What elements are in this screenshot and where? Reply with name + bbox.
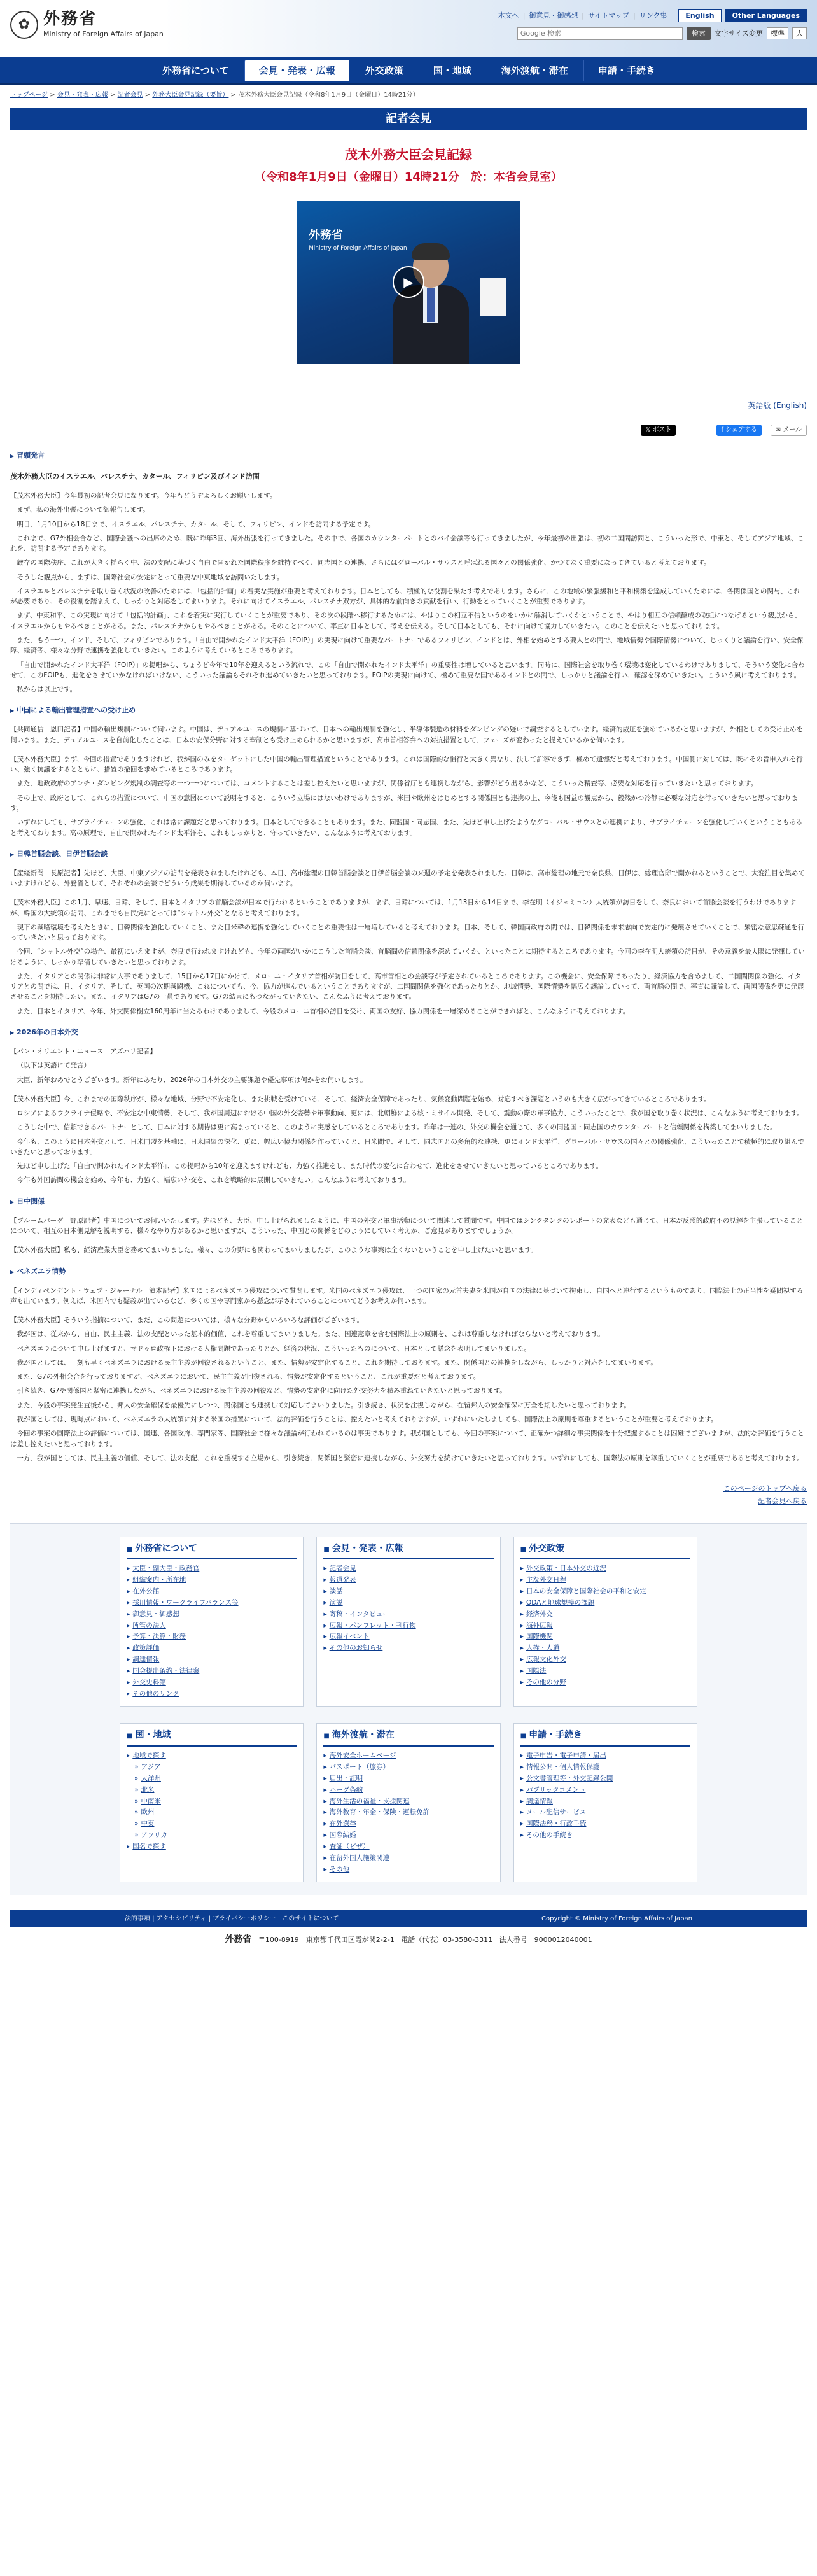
play-icon[interactable]: ▶ [393, 266, 424, 298]
transcript-paragraph: 現下の戦略環境を考えたときに、日韓関係を強化していくこと、また日米韓の連携を強化していくことの重要性は一層増していると考えております。日本、そして、韓国両政府の間では、日韓関係を未来志向で安定的に発展させていくことで、緊密な意思疎通を行っていきたいと思っております。 [10, 923, 805, 942]
sitemap-item [323, 1643, 493, 1654]
footer-link-about-site[interactable]: このサイトについて [282, 1915, 339, 1922]
transcript-paragraph: また、地政政府のアンチ・ダンピング規制の調査等の一つ一つについては、コメントすることは差し控えたいと思いますが、関係省庁とも連携しながら、影響がどう出るかなど、こういった精査等、必要な対応を行っていきたいと思っております。 [17, 780, 758, 788]
transcript-paragraph: こうした中で、信頼できるパートナーとして、日本に対する期待は更に高まっていると、このように実感をしているところであります。昨年は一連の、外交の機会を通じて、多くの同盟国・同志国のカウンターパートと信頼関係を構築してまいりました。 [17, 1123, 777, 1132]
x-icon: 𝕏 [645, 426, 651, 434]
sitemap-item [520, 1807, 690, 1819]
sitemap-link[interactable]: 広報文化外交 [526, 1656, 566, 1664]
sitemap-heading[interactable]: ■ 申請・手続き [520, 1729, 690, 1747]
sitemap-item [127, 1643, 297, 1654]
nav-policy[interactable]: 外交政策 [351, 60, 417, 81]
sitemap-link[interactable]: その他の分野 [526, 1678, 566, 1686]
sitemap-item [127, 1689, 297, 1700]
sitemap-link[interactable]: 国際法 [526, 1666, 547, 1675]
footer-sitemap [10, 1523, 807, 1896]
transcript-paragraph: 【産経新聞 長原記者】先ほど、大臣、中東アジアの訪問を発表されましたけれども、本日、高市総理の日韓首脳会談と日伊首脳会談の来週の予定を発表されました。日韓は、高市総理の地元で奈良県、日伊は、総理官邸で開かれるということで、大変注目を集めていますけれども、外務省として、それぞれの会談でどういう成果を期待しているのか伺います。 [10, 869, 805, 888]
sitemap-column [120, 1723, 304, 1882]
sitemap-item [127, 1819, 297, 1830]
sitemap-link[interactable]: 中南米 [141, 1797, 161, 1805]
sitemap-link[interactable]: 電子申告・電子申請・届出 [526, 1752, 606, 1760]
sitemap-heading[interactable]: ■ 外交政策 [520, 1542, 690, 1560]
sitemap-link[interactable]: パスポート（旅券） [329, 1763, 390, 1771]
transcript-paragraph: 【茂木外務大臣】私も、経済産業大臣を務めてまいりました。様々、この分野にも関わってまいりましたが、このような事案は全くないということを申し上げたいと思います。 [10, 1246, 538, 1255]
sitemap-item [323, 1586, 493, 1598]
separator: | [522, 11, 526, 20]
sitemap-link[interactable]: その他のお知らせ [329, 1644, 383, 1652]
transcript-paragraph: まず、中東和平、この実現に向けて「包括的計画」、これを着実に実行していくことが重要であり、その次の段階へ移行するためには、やはりこの相互不信というのをいかに解消していくかということで、やはり相互の信頼醸成の取組につなげるという観点から、イスラエルからもやるべきことがある。また、パレスチナからもやるべきことがある。そのことについて、率直に日本として、考えを伝える。そして日本としても、それに向けて協力していきたい。このことを伝えたいと思っております。 [10, 612, 801, 630]
footer-corp-number: 法人番号 9000012040001 [499, 1936, 592, 1945]
breadcrumb-minister-records[interactable]: 外務大臣会見記録（要旨） [152, 92, 229, 99]
mail-share-button[interactable] [771, 425, 807, 436]
sitemap-heading[interactable]: ■ 会見・発表・広報 [323, 1542, 493, 1560]
sitemap-item [323, 1853, 493, 1864]
sitemap-item [127, 1598, 297, 1609]
sitemap-link[interactable]: その他の手続き [526, 1831, 573, 1840]
sitemap-item [323, 1864, 493, 1876]
section-heading: ▶ 2026年の日本外交 [10, 1027, 807, 1038]
transcript-paragraph: 私からは以上です。 [17, 686, 77, 694]
sitemap-list [520, 1563, 690, 1688]
font-size-normal-button[interactable]: 標準 [767, 27, 788, 39]
sitemap-link[interactable]: 海外広報 [526, 1621, 553, 1629]
transcript-paragraph: ベネズエラについて申し上げますと、マドゥロ政権下における人権問題であったりとか、経済の状況、こういったものについて、日本として懸念を表明してまいりました。 [17, 1344, 531, 1353]
transcript-paragraph: 【茂木外務大臣】この1月、早速、日韓、そして、日本とイタリアの首脳会談が日本で行われるということでありますが、まず、日韓については、1月13日から14日まで、李在明（イジェミョン）大統領が訪日をして、奈良において首脳会談を行うわけでありますが、韓国の大統領の訪問、これまでも自民党にとっては“シャトル外交”となると考えております。 [10, 899, 796, 917]
footer-address-text: 〒100-8919 東京都千代田区霞が関2-2-1 [258, 1936, 395, 1945]
sitemap-item [323, 1621, 493, 1632]
copyright: Copyright © Ministry of Foreign Affairs of Japan [541, 1915, 692, 1922]
footer-bar [10, 1910, 807, 1927]
sitemap-link[interactable]: パブリックコメント [526, 1785, 586, 1794]
footer-org: 外務省 [225, 1934, 252, 1945]
sitemap-item [520, 1563, 690, 1575]
sitemap-item [323, 1762, 493, 1773]
sitemap-link[interactable]: 採用情報・ワークライフバランス等 [132, 1598, 239, 1607]
sitemap-item [127, 1796, 297, 1808]
sitemap-link[interactable]: 調達情報 [526, 1797, 553, 1805]
section-heading: ▶ 中国による輸出管理措置への受け止め [10, 705, 807, 715]
transcript-paragraph: 我が国としては、現時点において、ベネズエラの大統領に対する米国の措置について、法的評価を行うことは、控えたいと考えておりますが、いずれにいたしましても、国際法上の原則を尊重するということが重要と考えております。 [17, 1415, 718, 1423]
footer-link-accessibility[interactable]: アクセシビリティ [156, 1915, 207, 1922]
sitemap-item [323, 1773, 493, 1785]
sitemap-item [520, 1750, 690, 1762]
sitemap-link[interactable]: ODAと地球規模の課題 [526, 1598, 595, 1607]
sitemap-link[interactable]: 日本の安全保障と国際社会の平和と安定 [526, 1587, 646, 1596]
sitemap-item [127, 1841, 297, 1853]
sitemap-item [127, 1586, 297, 1598]
transcript-paragraph: ロシアによるウクライナ侵略や、不安定な中東情勢、そして、我が国周辺における中国の外交姿勢や軍事動向、更には、北朝鮮による核・ミサイル開発、そして、震動の際の軍事協力、こういったことで、我が国を取り巻く状況は、こんなふうに考えております。 [17, 1109, 804, 1118]
transcript-paragraph: 【茂木外務大臣】今、これまでの国際秩序が、様々な地域、分野で不安定化し、また挑戦を受けている、そして、経済安全保障であったり、気候変動問題を始め、対応すべき課題というのも大きく広がってきているところであります。 [10, 1095, 711, 1103]
sitemap-link[interactable]: ハーグ条約 [329, 1785, 363, 1794]
sitemap-link[interactable]: 公文書管理等・外交記録公開 [526, 1774, 613, 1782]
search-button[interactable]: 検索 [687, 27, 711, 40]
sitemap-list [127, 1750, 297, 1853]
sitemap-link[interactable]: 人権・人道 [526, 1644, 560, 1652]
sitemap-item [127, 1762, 297, 1773]
transcript [10, 450, 807, 1463]
sitemap-item [520, 1819, 690, 1830]
transcript-paragraph: 【ブルームバーグ 野原記者】中国についてお伺いいたします。先ほども、大臣、申し上げられましたように、中国の外交と軍事活動について関連して質問です。中国ではシンクタンクのレポートの発表なども通じて、日本が反照的政府不の見解を主張していることについて、相互の日本側見解を説明する、様々なやり方があるかと思いますが、こういった、中国との関係をどのようにしていく考えか、ご意見がありますでしょうか。 [10, 1216, 803, 1235]
minister-image [393, 246, 469, 364]
transcript-paragraph: 【パン・オリエント・ニュース アズハリ記者】 [10, 1048, 157, 1056]
english-version-link-wrap [10, 400, 807, 412]
sitemap-link[interactable]: 演説 [329, 1598, 343, 1607]
nav-press[interactable]: 会見・発表・広報 [244, 60, 349, 81]
sitemap-link[interactable]: 国名で探す [132, 1842, 166, 1850]
sitemap-item [127, 1830, 297, 1841]
transcript-paragraph: 厳存の国際秩序、これが大きく揺らぐ中、法の支配に基づく自由で開かれた国際秩序を維持すべく、同志国との連携、さらにはグローバル・サウスと呼ばれる国々との関係強化、かつてなく重要になってきていると考えております。 [17, 559, 711, 567]
sitemap-link[interactable]: メール配信サービス [526, 1808, 587, 1817]
sitemap-link[interactable]: 大洋州 [141, 1774, 161, 1782]
separator: | [632, 11, 636, 20]
sitemap-link[interactable]: 国際結婚 [329, 1831, 356, 1840]
sitemap-item [127, 1750, 297, 1762]
util-link-skip[interactable]: 本文へ [498, 11, 519, 20]
transcript-paragraph: 我が国としては、一刻も早くベネズエラにおける民主主義が回復されるということ、また、情勢が安定化すること、これを期待しております。また、関係国との連携をしながら、しっかりと対応をしてまいります。 [17, 1358, 657, 1367]
title-block [0, 145, 817, 187]
sitemap-item [127, 1609, 297, 1621]
sitemap-link[interactable]: 調達情報 [132, 1656, 160, 1664]
util-link-feedback[interactable]: 御意見・御感想 [529, 11, 578, 20]
sitemap-link[interactable]: 国際法務・行政手続 [526, 1820, 587, 1828]
facebook-share-button[interactable] [716, 425, 761, 436]
sitemap-item [520, 1586, 690, 1598]
site-logo[interactable] [10, 10, 164, 39]
transcript-paragraph: 今年も外国訪問の機会を始め、今年も、力強く、幅広い外交を、これを戦略的に展開していきたい。こんなふうに考えております。 [17, 1176, 410, 1185]
transcript-paragraph: まず、私の海外出張について御報告します。 [17, 506, 150, 514]
sitemap-heading[interactable]: ■ 国・地域 [127, 1729, 297, 1747]
utility-links [498, 9, 807, 22]
sitemap-link[interactable]: 予算・決算・財務 [132, 1633, 186, 1641]
sitemap-link[interactable]: 在外選挙 [329, 1820, 356, 1828]
page-subtitle: （令和8年1月9日（金曜日）14時21分 於：本省会見室） [255, 170, 562, 184]
section-heading: ▶ 冒頭発言 [10, 450, 807, 461]
transcript-paragraph: また、日本とイタリア、今年、外交関係樹立160周年に当たるわけでありまして、今般のメローニ首相の訪日を受け、両国の友好、協力関係を一層深めることができればと、こんなふうに考えております。 [17, 1007, 630, 1015]
transcript-paragraph: いずれにしても、サプライチェーンの強化、これは常に課題だと思っております。日本としてできることもあります。また、同盟国・同志国、また、先ほど申し上げたようなグローバル・サウスとの連携により、サプライチェーンを強化していくということもあると考えております。高の原理で、自由で開かれたインド太平洋を、これもしっかりと、守っていきたい、こんなふうに考えております。 [10, 819, 803, 837]
transcript-paragraph: また、もう一つ、インド、そして、フィリピンであります。「自由で開かれたインド太平洋（FOIP）」の実現に向けて重要なパートナーであるフィリピン、インドとは、外相を始めとする要人との間で、地域情勢や国際情勢について、じっくりと議論を行い、安全保障、経済等、様々な分野で連携を強化していきたい。このように考えているところであります。 [10, 637, 804, 655]
sitemap-item [127, 1677, 297, 1689]
transcript-paragraph: また、G7の外相会合を行っておりますが、ベネズエラにおいて、民主主義が回復される、情勢が安定化するということ、これが重要だと考えております。 [17, 1373, 480, 1381]
sitemap-list [127, 1563, 297, 1700]
section-subheading: 茂木外務大臣のイスラエル、パレスチナ、カタール、フィリピン及びインド訪問 [10, 472, 260, 481]
transcript-paragraph: 【共同通信 恩田記者】中国の輸出規制について伺います。中国は、デュアルユースの規制に基づいて、日本への輸出規制を強化し、半導体製造の材料をダンピングの疑いで調査するとしています。経済的威圧を強めているかと思いますが、外相としての受け止めを伺います。また、デュアルユースを自前化したことは、日本の安保分野に対する牽制とも受け止められるかと思いますが、高市首相答弁への対抗措置として、フェーズが変わったと捉えているかを伺います。 [10, 726, 804, 744]
sitemap-column [120, 1537, 304, 1707]
section-heading: ▶ 日中関係 [10, 1196, 807, 1207]
sitemap-item [323, 1598, 493, 1609]
section-heading: ▶ ベネズエラ情勢 [10, 1266, 807, 1277]
font-size-large-button[interactable]: 大 [792, 27, 807, 39]
sitemap-item [323, 1796, 493, 1808]
sitemap-item [127, 1563, 297, 1575]
flag-image [480, 278, 506, 316]
sitemap-item [520, 1773, 690, 1785]
sitemap-link[interactable]: 大臣・副大臣・政務官 [132, 1565, 200, 1573]
util-link-links[interactable]: リンク集 [639, 11, 667, 20]
nav-travel[interactable]: 海外渡航・滞在 [487, 60, 582, 81]
search-input[interactable] [520, 29, 680, 38]
breadcrumb-current: 茂木外務大臣会見記録（令和8年1月9日（金曜日）14時21分） [238, 92, 419, 99]
sitemap-item [127, 1785, 297, 1796]
sitemap-link[interactable]: 海外生活の福祉・支援関連 [329, 1797, 410, 1805]
transcript-paragraph: 一方、我が国としては、民主主義の価値、そして、法の支配、これを重視する立場から、引き続き、関係国と緊密に連携しながら、外交努力を続けていきたいと思っております。いずれにしても、国際法の原則を尊重していくことが重要であると考えております。 [17, 1454, 804, 1462]
sitemap-link[interactable]: 外交史料館 [132, 1678, 166, 1686]
breadcrumb-press[interactable]: 会見・発表・広報 [57, 92, 108, 99]
sitemap-link[interactable]: 所管の法人 [132, 1621, 166, 1629]
transcript-paragraph: また、イタリアとの関係は非常に大事でありまして、15日から17日にかけて、メローニ・イタリア首相が訪日をして、高市首相との会談等が予定されているところであります。この機会に、安全保障であったり、経済協力を含めまして、二国間関係の強化、イタリアとの間では、日、イタリア、そして、英国の次期戦闘機、これについても、今、協力が進んでいるということでありますが、二国間関係を強化であったりとか、地域情勢、国際情勢を幅広く議論していって、両首脳の間で、率直に議論して、両国関係を更に発展させることを期待したい。また、イタリアはG7の一員であります。G7の結束にもつながっていきたい、こんなふうに考えております。 [10, 972, 804, 1001]
video-brand-en: Ministry of Foreign Affairs of Japan [309, 245, 407, 252]
transcript-paragraph: 今年も、このように日本外交として、日米同盟を基軸に、日米同盟の深化、更に、幅広い協力関係を作っていくと、日米間で、そして、同志国との多角的な連携、更にインド太平洋、グローバル・サウスの国々との関係強化、こういったことで積極的に取り組んでいきたいと思っております。 [10, 1137, 805, 1156]
site-header [0, 0, 817, 57]
facebook-share-label: シェアする [725, 426, 757, 434]
sitemap-item [520, 1621, 690, 1632]
sitemap-item [323, 1819, 493, 1830]
sitemap-link[interactable]: その他 [329, 1865, 350, 1873]
search-field[interactable] [517, 27, 683, 40]
section-heading: ▶ 日韓首脳会談、日伊首脳会談 [10, 848, 807, 859]
sitemap-link[interactable]: 経済外交 [526, 1610, 553, 1618]
sitemap-item [520, 1677, 690, 1689]
breadcrumb-top[interactable]: トップページ [10, 92, 48, 99]
transcript-paragraph: これまで、G7外相会合など、国際会議への出席のため、既に昨年3回、海外出張を行ってきました。その中で、各国のカウンターパートとのバイ会談等も行ってきましたが、今年最初の出張は、初の二国間訪問と、こういった形で、中東と、そしてアジア地域、これを、訪問する予定であります。 [10, 534, 804, 553]
sitemap-link[interactable]: その他のリンク [132, 1689, 179, 1698]
sitemap-link[interactable]: 談話 [329, 1587, 343, 1596]
share-buttons [10, 425, 807, 436]
nav-procedures[interactable]: 申請・手続き [583, 60, 669, 81]
sitemap-item [127, 1654, 297, 1666]
footer-address [10, 1933, 807, 1952]
sitemap-item [520, 1654, 690, 1666]
sitemap-item [323, 1563, 493, 1575]
sitemap-link[interactable]: 中東 [141, 1820, 155, 1828]
sitemap-link[interactable]: 寄稿・インタビュー [329, 1610, 389, 1618]
transcript-paragraph: そうした観点から、まずは、国際社会の安定にとって重要な中東地域を訪問いたします。 [17, 573, 284, 581]
transcript-paragraph: 引き続き、G7や関係国と緊密に連携しながら、ベネズエラにおける民主主義の回復など、情勢の安定化に向けた外交努力を積み重ねていきたいと思っております。 [17, 1387, 506, 1395]
mail-share-label: メール [783, 426, 802, 434]
mofa-emblem-icon: ✿ [10, 11, 38, 39]
transcript-paragraph: 【茂木外務大臣】そういう指摘について、まだ、この問題については、様々な分野からいろいろな評価がございます。 [10, 1316, 364, 1325]
sitemap-item [127, 1621, 297, 1632]
sitemap-item [127, 1666, 297, 1677]
facebook-icon: f [721, 426, 723, 434]
util-link-sitemap[interactable]: サイトマップ [588, 11, 629, 20]
sitemap-link[interactable]: 政策評価 [132, 1644, 160, 1652]
footer-link-legal[interactable]: 法的事項 [125, 1915, 150, 1922]
transcript-paragraph: 【茂木外務大臣】まず、今回の措置でありますけれど、我が国のみをターゲットにした中国の輸出管理措置ということであります。これは国際的な慣行と大きく異なり、決して許容できず、極めて遺憾だと考えております。中国側に対しては、既にその旨申入れを行い、強く抗議をするとともに、措置の撤回を求めているところであります。 [10, 755, 803, 774]
video-player[interactable] [297, 201, 520, 364]
sitemap-item [323, 1841, 493, 1853]
sitemap-link[interactable]: 外交政策・日本外交の近況 [526, 1565, 606, 1573]
separator: | [582, 11, 585, 20]
sitemap-link[interactable]: 海外安全ホームページ [329, 1752, 396, 1760]
transcript-paragraph: 【茂木外務大臣】今年最初の記者会見になります。今年もどうぞよろしくお願いします。 [10, 492, 277, 500]
sitemap-link[interactable]: 国会提出条約・法律案 [132, 1666, 200, 1675]
sitemap-item [520, 1598, 690, 1609]
transcript-paragraph: （以下は英語にて発言） [17, 1062, 90, 1070]
sitemap-item [323, 1830, 493, 1841]
english-version-link[interactable]: 英語版 (English) [748, 401, 807, 411]
sitemap-link[interactable]: 地域で探す [132, 1752, 166, 1760]
breadcrumb: トップページ > 会見・発表・広報 > 記者会見 > 外務大臣会見記録（要旨） > 茂木外務大臣会見記録（令和8年1月9日（金曜日）14時21分） [10, 92, 419, 99]
sitemap-link[interactable]: 在留外国人施策関連 [329, 1854, 390, 1862]
transcript-paragraph: その上で、政府として、これらの措置について、中国の意図について説明をすると、こういう立場にはないわけでありますが、米国や欧州をはじめとする関係国とも連携の上、今後も国益の観点から、毅然かつ冷静に必要な対応を行っていきたいと思っております。 [10, 794, 798, 812]
sitemap-item [127, 1631, 297, 1643]
lang-english-button[interactable]: English [678, 9, 721, 22]
sitemap-item [323, 1750, 493, 1762]
sitemap-item [323, 1807, 493, 1819]
sitemap-item [520, 1631, 690, 1643]
sitemap-item [520, 1643, 690, 1654]
sitemap-link[interactable]: 北米 [141, 1785, 155, 1794]
sitemap-link[interactable]: 査証（ビザ） [329, 1842, 370, 1850]
video-brand-jp: 外務省 [309, 229, 343, 243]
sitemap-item [520, 1796, 690, 1808]
sitemap-list [323, 1750, 493, 1875]
mail-icon: ✉ [775, 426, 781, 434]
sitemap-column [513, 1537, 697, 1707]
logo-title-jp: 外務省 [43, 10, 97, 29]
font-size-label: 文字サイズ変更 [714, 29, 763, 38]
breadcrumb-conference[interactable]: 記者会見 [117, 92, 143, 99]
sitemap-list [323, 1563, 493, 1654]
transcript-paragraph: 今回、“シャトル外交”の場合、最初にいえますが、奈良で行われますけれども、今年の両国がいかにこうした首脳会談、首脳間の信頼関係を深めていくか、といったことに期待するところであります。今回の李在明大統領の訪日が、その意義を最大限に発揮していけるように、しっかり準備していきたいと思っております。 [10, 948, 805, 966]
sitemap-link[interactable]: 情報公開・個人情報保護 [526, 1763, 600, 1771]
sitemap-column [316, 1537, 500, 1707]
x-post-label: ポスト [652, 426, 672, 434]
nav-region[interactable]: 国・地域 [419, 60, 485, 81]
transcript-paragraph: 明日、1月10日から18日まで、イスラエル、パレスチナ、カタール、そして、フィリピン、インドを訪問する予定です。 [17, 520, 375, 528]
sitemap-link[interactable]: 国際機関 [526, 1633, 553, 1641]
sitemap-link[interactable]: 組織案内・所在地 [132, 1576, 186, 1584]
transcript-paragraph: イスラエルとパレスチナを取り巻く状況の改善のためには、「包括的計画」の着実な実施が重要と考えております。日本としても、積極的な役割を果たす考えであります。さらに、この地域の緊張緩和と平和構築を達成していくためには、各関係国との関与、これが必要であり、その役割を踏まえて、しっかりと対応をしてまいります。それに向けてイスラエル、パレスチナ双方が、具体的な前向きの貢献を行い、行動をとっていくことが重要であります。 [10, 587, 800, 606]
sitemap-link[interactable]: 広報イベント [329, 1633, 370, 1641]
sitemap-item [520, 1609, 690, 1621]
sitemap-link[interactable]: 記者会見 [329, 1565, 356, 1573]
transcript-paragraph: 【インディペンデント・ウェブ・ジャーナル 濱本記者】米国によるベネズエラ侵攻について質問します。米国のベネズエラ侵攻は、一つの国家の元首夫妻を米国が自国の法律に基づいて拘束し、自国へと連行するというものであり、国際法上の正当性を疑問視する声も出ています。例えば、米国内でも疑義が出ているなど、多くの国や専門家から懸念が示されていることについてどうお考えか伺います。 [10, 1286, 804, 1305]
transcript-paragraph: 先ほど申し上げた「自由で開かれたインド太平洋」、この提唱から10年を迎えますけれども、力強く推進をし、また時代の変化に合わせて、進化をさせていきたいと思っているところであります。 [17, 1162, 603, 1171]
sitemap-item [520, 1762, 690, 1773]
logo-title-en: Ministry of Foreign Affairs of Japan [43, 29, 164, 38]
transcript-paragraph: 大臣、新年おめでとうございます。新年にあたり、2026年の日本外交の主要課題や優先事項は何かをお伺いします。 [17, 1076, 367, 1084]
search-area [517, 27, 807, 40]
sitemap-item [323, 1575, 493, 1586]
x-post-button[interactable] [641, 425, 676, 436]
sitemap-link[interactable]: 欧州 [141, 1808, 155, 1817]
transcript-paragraph: 我が国は、従来から、自由、民主主義、法の支配といった基本的価値、これを尊重してまいりました。また、国連憲章を含む国際法上の原則を、これは尊重しなければならないと考えております。 [17, 1330, 604, 1339]
transcript-paragraph: 「自由で開かれたインド太平洋（FOIP）」の提唱から、ちょうど今年で10年を迎えるという流れで、この「自由で開かれたインド太平洋」の重要性は増していると思います。同時に、国際社会を取り巻く環境は変化しているわけでありまして、そういう変化に合わせて、このFOIPも、進化をさせていかなければいけない、こういった議論もそれぞれ進めていきたいと思っております。FOIPの実現に向けて、極めて重要な国であるインドとの間で、しっかりと議論を行い、確認を深めていきたい。こういう風に考えております。 [10, 661, 805, 679]
transcript-paragraph: また、今般の事案発生直後から、邦人の安全確保を最優先にしつつ、関係国とも連携して対応してまいりました。引き続き、状況を注視しながら、在留邦人の安全確保に万全を期したいと思っております。 [17, 1401, 631, 1409]
sitemap-list [520, 1750, 690, 1841]
nav-about[interactable]: 外務省について [148, 60, 243, 81]
back-to-top-link[interactable]: このページのトップへ戻る [723, 1484, 807, 1493]
sitemap-link[interactable]: 届出・証明 [329, 1774, 363, 1782]
back-to-press-link[interactable]: 記者会見へ戻る [758, 1496, 807, 1505]
lang-other-button[interactable]: Other Languages [725, 9, 807, 22]
sitemap-item [127, 1807, 297, 1819]
footer-link-privacy[interactable]: プライバシーポリシー [213, 1915, 276, 1922]
footer-links: 法的事項 | アクセシビリティ | プライバシーポリシー | このサイトについて [125, 1915, 339, 1922]
sitemap-link[interactable]: 御意見・御感想 [132, 1610, 179, 1618]
sitemap-item [520, 1830, 690, 1841]
sitemap-item [127, 1773, 297, 1785]
sitemap-item [520, 1575, 690, 1586]
page-heading: 記者会見 [10, 108, 807, 130]
sitemap-link[interactable]: アフリカ [141, 1831, 167, 1840]
sitemap-link[interactable]: 広報・パンフレット・刊行物 [329, 1621, 416, 1629]
sitemap-item [520, 1666, 690, 1677]
sitemap-column [513, 1723, 697, 1882]
footer-phone: 電話（代表）03-3580-3311 [401, 1936, 493, 1945]
sitemap-link[interactable]: 海外教育・年金・保険・運転免許 [329, 1808, 430, 1817]
back-links [10, 1482, 807, 1508]
sitemap-item [323, 1631, 493, 1643]
global-nav [0, 57, 817, 85]
sitemap-item [323, 1785, 493, 1796]
transcript-paragraph: 今回の事案の国際法上の評価については、国連、各国政府、専門家等、国際社会で様々な議論が行われているのは事実であります。我が国としても、今回の事案について、正確かつ詳細な事実関係を十分把握することは困難でございますが、法的な評価を行うことは差し控えたいと思っております。 [10, 1430, 805, 1448]
sitemap-link[interactable]: 主な外交日程 [526, 1576, 566, 1584]
page-title: 茂木外務大臣会見記録 [345, 146, 472, 162]
sitemap-link[interactable]: アジア [141, 1763, 161, 1771]
sitemap-link[interactable]: 報道発表 [329, 1576, 356, 1584]
sitemap-item [520, 1785, 690, 1796]
sitemap-heading[interactable]: ■ 外務省について [127, 1542, 297, 1560]
sitemap-column [316, 1723, 500, 1882]
sitemap-item [127, 1575, 297, 1586]
sitemap-link[interactable]: 在外公館 [132, 1587, 160, 1596]
sitemap-item [323, 1609, 493, 1621]
sitemap-heading[interactable]: ■ 海外渡航・滞在 [323, 1729, 493, 1747]
